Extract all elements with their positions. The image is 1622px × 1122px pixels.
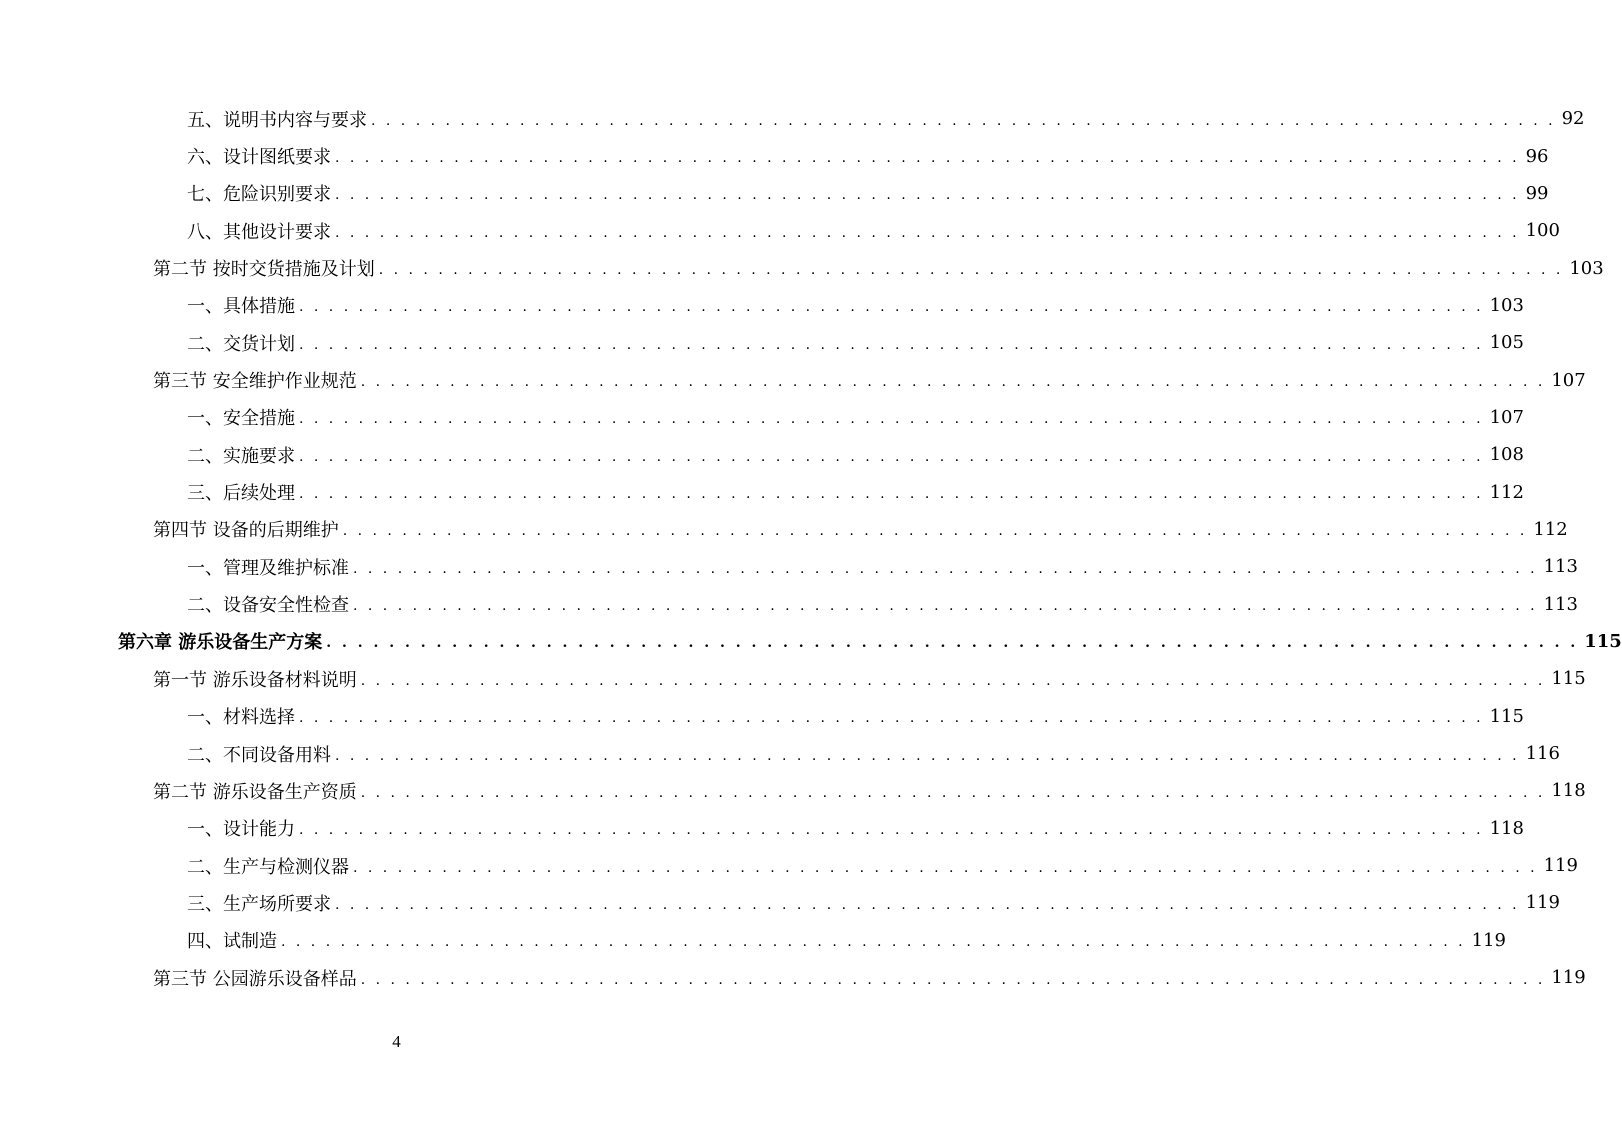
toc-section-entry[interactable] <box>0 361 1586 398</box>
toc-entry-title: 八、其他设计要求 <box>187 218 335 244</box>
toc-dot-leader: . . . . . . . . . . . . . . . . . . . . . . . . . . . . . . . . . . . . . . . . . . . . . . . . . . . . . . . . . . . . . . . . . . . . . . . . . . . . . . . . <box>326 635 1579 652</box>
toc-entry-title: 七、危险识别要求 <box>187 180 335 206</box>
toc-dot-leader: . . . . . . . . . . . . . . . . . . . . . . . . . . . . . . . . . . . . . . . . . . . . . . . . . . . . . . . . . . . . . . . . . . . . . . . . . . . . . . . . <box>299 822 1484 839</box>
toc-subsection-entry[interactable] <box>0 884 1560 921</box>
toc-dot-leader: . . . . . . . . . . . . . . . . . . . . . . . . . . . . . . . . . . . . . . . . . . . . . . . . . . . . . . . . . . . . . . . . . . . . . . . . . . . . . . . . <box>299 448 1484 465</box>
toc-entry-page: 118 <box>1489 817 1524 839</box>
toc-entry-page: 113 <box>1543 556 1578 578</box>
toc-dot-leader: . . . . . . . . . . . . . . . . . . . . . . . . . . . . . . . . . . . . . . . . . . . . . . . . . . . . . . . . . . . . . . . . . . . . . . . . . . . . . . . . <box>360 672 1546 689</box>
toc-section-entry[interactable] <box>0 249 1604 286</box>
toc-subsection-entry[interactable] <box>0 473 1524 510</box>
toc-dot-leader: . . . . . . . . . . . . . . . . . . . . . . . . . . . . . . . . . . . . . . . . . . . . . . . . . . . . . . . . . . . . . . . . . . . . . . . . . . . . . . . . <box>342 523 1528 540</box>
toc-subsection-entry[interactable] <box>0 137 1549 174</box>
toc-section-entry[interactable] <box>0 772 1586 809</box>
toc-dot-leader: . . . . . . . . . . . . . . . . . . . . . . . . . . . . . . . . . . . . . . . . . . . . . . . . . . . . . . . . . . . . . . . . . . . . . . . . . . . . . . . . <box>378 262 1564 279</box>
toc-section-entry[interactable] <box>0 511 1568 548</box>
toc-subsection-entry[interactable] <box>0 287 1524 324</box>
toc-dot-leader: . . . . . . . . . . . . . . . . . . . . . . . . . . . . . . . . . . . . . . . . . . . . . . . . . . . . . . . . . . . . . . . . . . . . . . . . . . . . . . . . <box>335 747 1520 764</box>
toc-entry-page: 108 <box>1489 444 1524 466</box>
toc-entry-title: 一、材料选择 <box>187 703 299 729</box>
toc-subsection-entry[interactable] <box>0 735 1560 772</box>
toc-entry-title: 第六章 游乐设备生产方案 <box>118 628 326 654</box>
toc-dot-leader: . . . . . . . . . . . . . . . . . . . . . . . . . . . . . . . . . . . . . . . . . . . . . . . . . . . . . . . . . . . . . . . . . . . . . . . . . . . . . . . . <box>299 336 1484 353</box>
toc-entry-page: 92 <box>1561 108 1585 130</box>
toc-entry-page: 112 <box>1489 481 1524 503</box>
toc-dot-leader: . . . . . . . . . . . . . . . . . . . . . . . . . . . . . . . . . . . . . . . . . . . . . . . . . . . . . . . . . . . . . . . . . . . . . . . . . . . . . . . . <box>299 299 1484 316</box>
toc-subsection-entry[interactable] <box>0 436 1524 473</box>
toc-dot-leader: . . . . . . . . . . . . . . . . . . . . . . . . . . . . . . . . . . . . . . . . . . . . . . . . . . . . . . . . . . . . . . . . . . . . . . . . . . . . . . . . <box>353 560 1538 577</box>
toc-subsection-entry[interactable] <box>0 548 1578 585</box>
toc-section-entry[interactable] <box>0 660 1586 697</box>
toc-entry-title: 六、设计图纸要求 <box>187 143 335 169</box>
toc-dot-leader: . . . . . . . . . . . . . . . . . . . . . . . . . . . . . . . . . . . . . . . . . . . . . . . . . . . . . . . . . . . . . . . . . . . . . . . . . . . . . . . . <box>360 971 1546 988</box>
toc-entry-title: 第二节 游乐设备生产资质 <box>153 778 361 804</box>
toc-chapter-entry[interactable] <box>0 623 1622 660</box>
toc-entry-page: 119 <box>1525 892 1560 914</box>
toc-dot-leader: . . . . . . . . . . . . . . . . . . . . . . . . . . . . . . . . . . . . . . . . . . . . . . . . . . . . . . . . . . . . . . . . . . . . . . . . . . . . . . . . <box>360 374 1546 391</box>
toc-entry-page: 103 <box>1569 257 1604 279</box>
toc-subsection-entry[interactable] <box>0 324 1524 361</box>
toc-entry-page: 112 <box>1533 518 1568 540</box>
toc-entry-title: 二、不同设备用料 <box>187 741 335 767</box>
toc-section-entry[interactable] <box>0 959 1586 996</box>
toc-subsection-entry[interactable] <box>0 585 1578 622</box>
toc-dot-leader: . . . . . . . . . . . . . . . . . . . . . . . . . . . . . . . . . . . . . . . . . . . . . . . . . . . . . . . . . . . . . . . . . . . . . . . . . . . . . . . . <box>281 934 1466 951</box>
toc-entry-page: 118 <box>1551 780 1586 802</box>
toc-dot-leader: . . . . . . . . . . . . . . . . . . . . . . . . . . . . . . . . . . . . . . . . . . . . . . . . . . . . . . . . . . . . . . . . . . . . . . . . . . . . . . . . <box>371 112 1556 129</box>
toc-entry-title: 二、设备安全性检查 <box>187 591 353 617</box>
toc-dot-leader: . . . . . . . . . . . . . . . . . . . . . . . . . . . . . . . . . . . . . . . . . . . . . . . . . . . . . . . . . . . . . . . . . . . . . . . . . . . . . . . . <box>353 859 1538 876</box>
toc-entry-title: 五、说明书内容与要求 <box>187 106 371 132</box>
toc-entry-page: 119 <box>1551 967 1586 989</box>
toc-dot-leader: . . . . . . . . . . . . . . . . . . . . . . . . . . . . . . . . . . . . . . . . . . . . . . . . . . . . . . . . . . . . . . . . . . . . . . . . . . . . . . . . <box>299 486 1484 503</box>
toc-dot-leader: . . . . . . . . . . . . . . . . . . . . . . . . . . . . . . . . . . . . . . . . . . . . . . . . . . . . . . . . . . . . . . . . . . . . . . . . . . . . . . . . <box>335 896 1520 913</box>
toc-entry-title: 三、后续处理 <box>187 479 299 505</box>
table-of-contents <box>0 100 1622 996</box>
toc-entry-page: 105 <box>1489 332 1524 354</box>
toc-entry-title: 一、设计能力 <box>187 815 299 841</box>
toc-entry-title: 三、生产场所要求 <box>187 890 335 916</box>
toc-entry-title: 第三节 公园游乐设备样品 <box>153 965 361 991</box>
toc-dot-leader: . . . . . . . . . . . . . . . . . . . . . . . . . . . . . . . . . . . . . . . . . . . . . . . . . . . . . . . . . . . . . . . . . . . . . . . . . . . . . . . . <box>299 710 1484 727</box>
toc-entry-title: 第一节 游乐设备材料说明 <box>153 666 361 692</box>
toc-dot-leader: . . . . . . . . . . . . . . . . . . . . . . . . . . . . . . . . . . . . . . . . . . . . . . . . . . . . . . . . . . . . . . . . . . . . . . . . . . . . . . . . <box>353 598 1538 615</box>
toc-entry-page: 107 <box>1489 406 1524 428</box>
toc-dot-leader: . . . . . . . . . . . . . . . . . . . . . . . . . . . . . . . . . . . . . . . . . . . . . . . . . . . . . . . . . . . . . . . . . . . . . . . . . . . . . . . . <box>299 411 1484 428</box>
toc-entry-title: 二、交货计划 <box>187 330 299 356</box>
toc-entry-page: 103 <box>1489 294 1524 316</box>
toc-subsection-entry[interactable] <box>0 100 1585 137</box>
toc-entry-page: 116 <box>1525 743 1560 765</box>
toc-subsection-entry[interactable] <box>0 399 1524 436</box>
toc-dot-leader: . . . . . . . . . . . . . . . . . . . . . . . . . . . . . . . . . . . . . . . . . . . . . . . . . . . . . . . . . . . . . . . . . . . . . . . . . . . . . . . . <box>335 187 1520 204</box>
toc-dot-leader: . . . . . . . . . . . . . . . . . . . . . . . . . . . . . . . . . . . . . . . . . . . . . . . . . . . . . . . . . . . . . . . . . . . . . . . . . . . . . . . . <box>335 224 1520 241</box>
toc-entry-title: 一、安全措施 <box>187 404 299 430</box>
toc-entry-page: 119 <box>1543 855 1578 877</box>
toc-entry-page: 107 <box>1551 369 1586 391</box>
toc-entry-page: 115 <box>1551 668 1586 690</box>
toc-entry-page: 115 <box>1584 630 1622 652</box>
toc-entry-page: 115 <box>1489 705 1524 727</box>
toc-entry-title: 四、试制造 <box>187 927 281 953</box>
toc-dot-leader: . . . . . . . . . . . . . . . . . . . . . . . . . . . . . . . . . . . . . . . . . . . . . . . . . . . . . . . . . . . . . . . . . . . . . . . . . . . . . . . . <box>335 150 1520 167</box>
toc-entry-page: 100 <box>1525 220 1560 242</box>
toc-entry-page: 99 <box>1525 182 1549 204</box>
toc-subsection-entry[interactable] <box>0 698 1524 735</box>
page-number: 4 <box>392 1032 401 1051</box>
toc-entry-page: 113 <box>1543 593 1578 615</box>
toc-subsection-entry[interactable] <box>0 922 1506 959</box>
toc-dot-leader: . . . . . . . . . . . . . . . . . . . . . . . . . . . . . . . . . . . . . . . . . . . . . . . . . . . . . . . . . . . . . . . . . . . . . . . . . . . . . . . . <box>360 784 1546 801</box>
toc-entry-title: 第三节 安全维护作业规范 <box>153 367 361 393</box>
toc-subsection-entry[interactable] <box>0 175 1549 212</box>
toc-entry-title: 二、实施要求 <box>187 442 299 468</box>
toc-entry-page: 96 <box>1525 145 1549 167</box>
toc-subsection-entry[interactable] <box>0 810 1524 847</box>
toc-entry-title: 一、具体措施 <box>187 292 299 318</box>
toc-entry-title: 第二节 按时交货措施及计划 <box>153 255 379 281</box>
toc-entry-title: 二、生产与检测仪器 <box>187 853 353 879</box>
toc-subsection-entry[interactable] <box>0 847 1578 884</box>
toc-entry-page: 119 <box>1471 929 1506 951</box>
toc-subsection-entry[interactable] <box>0 212 1560 249</box>
toc-entry-title: 第四节 设备的后期维护 <box>153 516 343 542</box>
toc-entry-title: 一、管理及维护标准 <box>187 554 353 580</box>
